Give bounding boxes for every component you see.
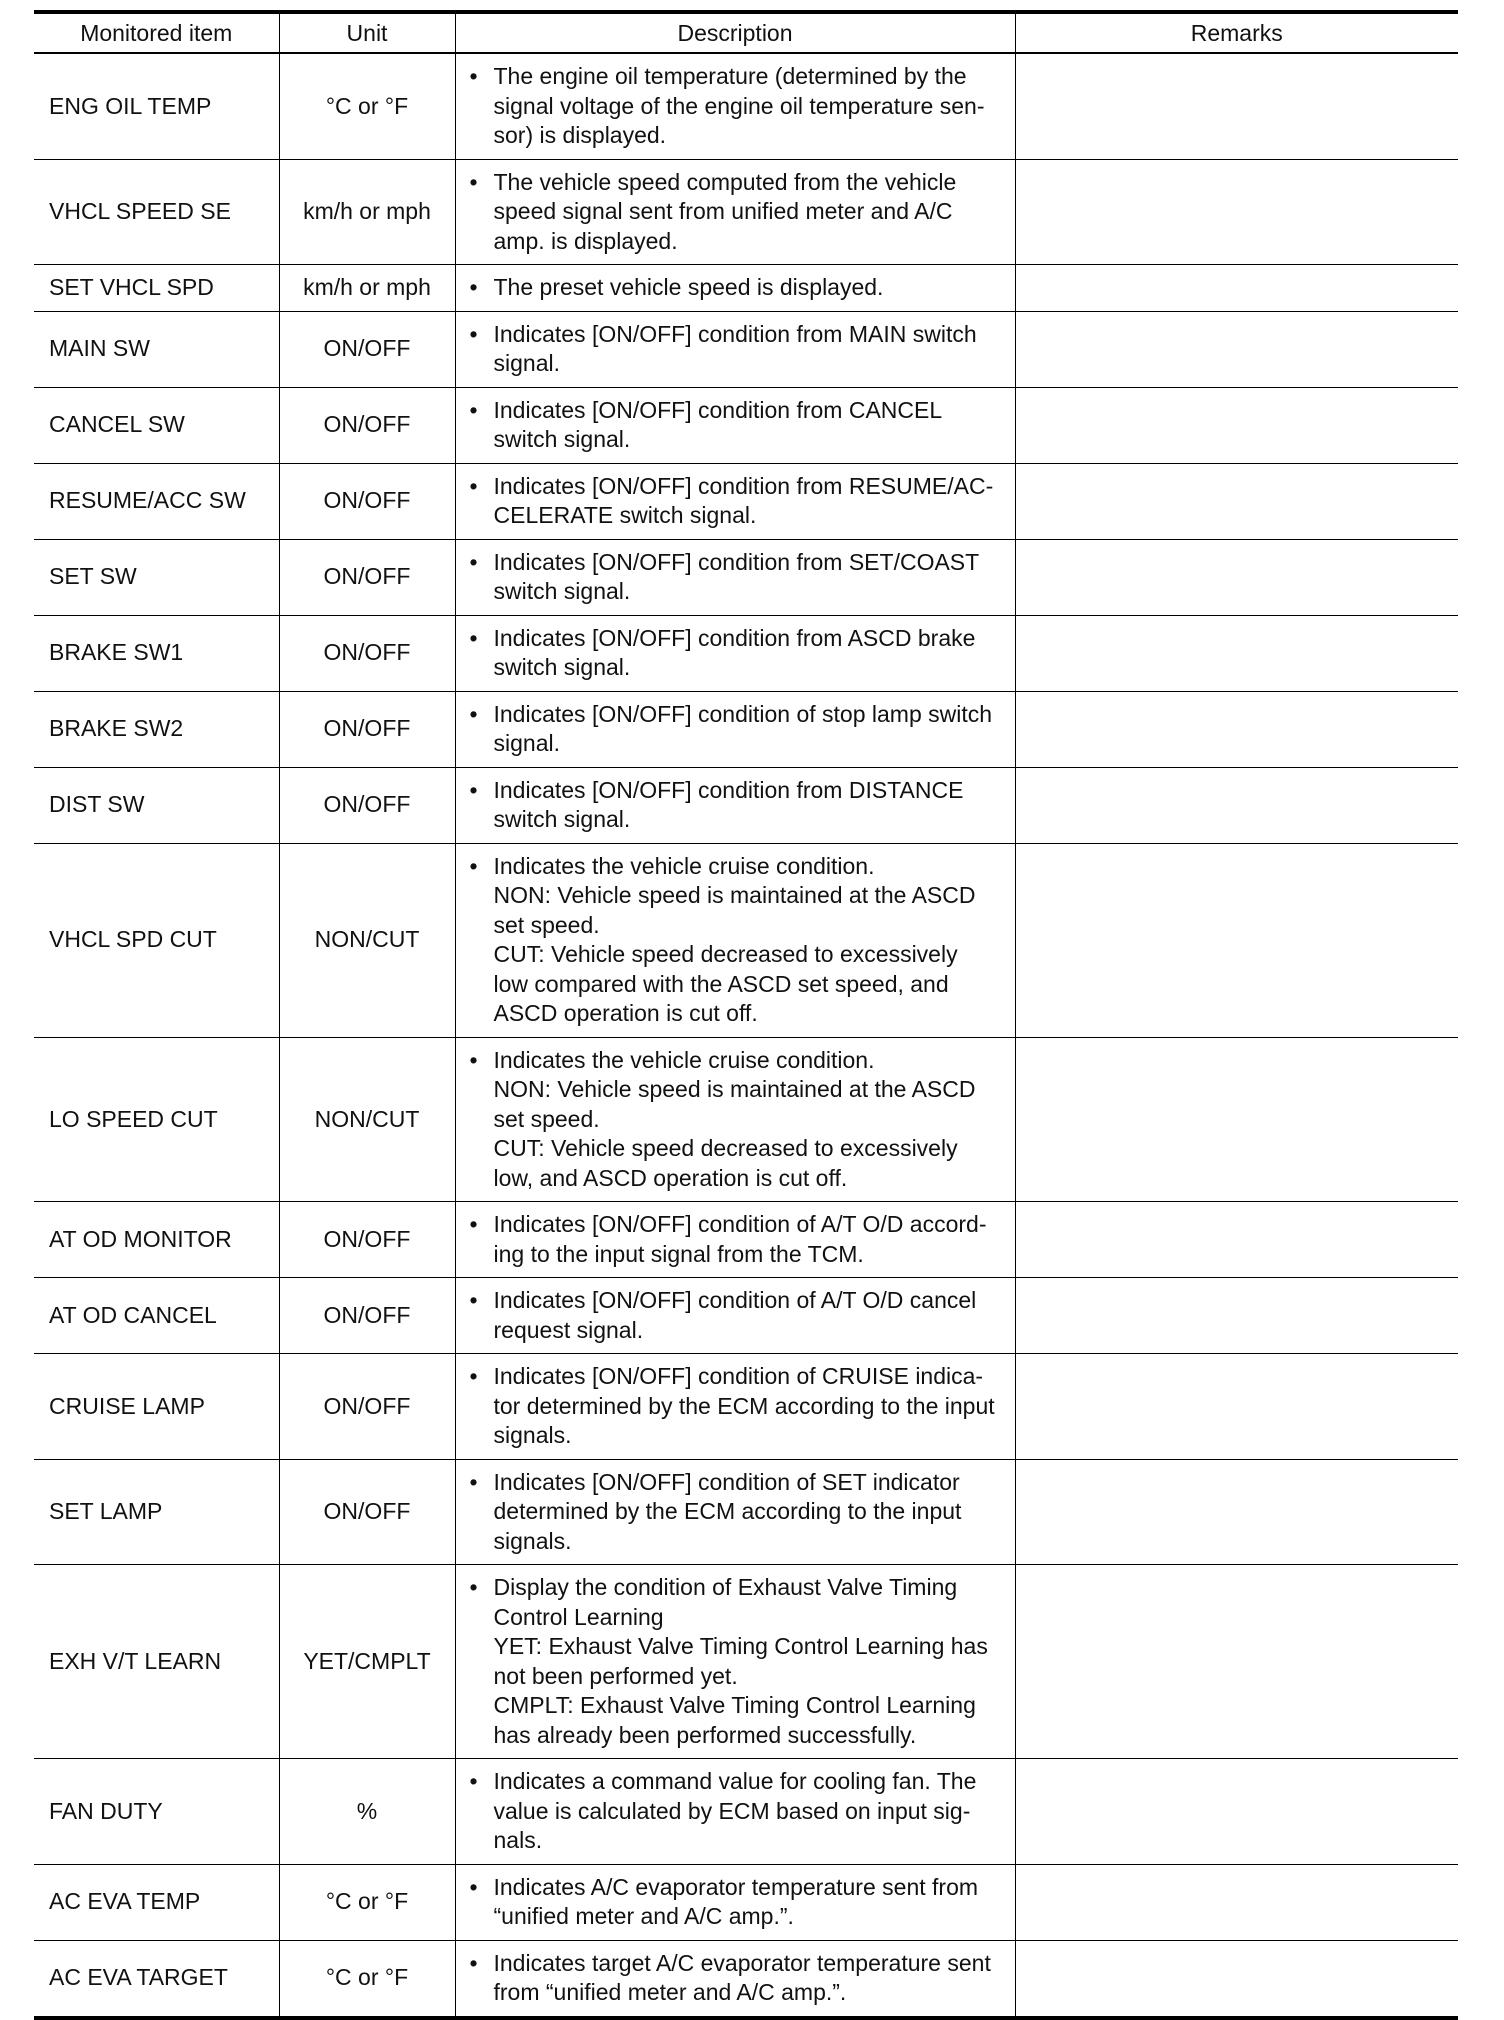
table-row [34,53,1458,159]
description-text [494,548,1005,607]
table-row [34,615,1458,691]
description-text [494,1949,1005,2008]
description-line: sor) is displayed. [493,122,667,148]
table-row [34,1278,1458,1354]
monitored-item-cell: VHCL SPD CUT [34,843,279,1037]
description-text [494,624,1005,683]
description-cell [455,1565,1015,1759]
table-header-row [34,12,1458,53]
description-bullet [470,1362,1005,1451]
unit-cell: km/h or mph [279,265,455,312]
unit-cell: ON/OFF [279,1459,455,1565]
bullet-icon: • [469,168,478,195]
description-text [494,396,1005,455]
description-line: switch signal. [493,578,631,604]
description-cell [455,1278,1015,1354]
description-text [494,1573,1005,1750]
bullet-icon: • [469,852,478,879]
monitor-table-container [34,10,1458,2020]
description-cell [455,463,1015,539]
remarks-cell [1015,539,1458,615]
description-cell [455,767,1015,843]
description-line: Display the condition of Exhaust Valve Timing [493,1574,958,1600]
table-row [34,691,1458,767]
description-cell [455,691,1015,767]
description-text [494,1046,1005,1194]
description-line: switch signal. [493,806,631,832]
bullet-icon: • [469,320,478,347]
description-text [494,776,1005,835]
description-cell [455,1354,1015,1460]
table-row [34,1940,1458,2018]
remarks-cell [1015,843,1458,1037]
description-line: CELERATE switch signal. [493,502,757,528]
description-text [494,1468,1005,1557]
table-row [34,463,1458,539]
remarks-cell [1015,1037,1458,1202]
monitored-item-cell: BRAKE SW1 [34,615,279,691]
description-cell [455,159,1015,265]
header-description: Description [455,12,1015,53]
description-cell [455,1459,1015,1565]
description-text [494,1286,1005,1345]
description-line: YET: Exhaust Valve Timing Control Learning has [493,1633,988,1659]
bullet-icon: • [469,1468,478,1495]
description-cell [455,615,1015,691]
description-bullet [470,1949,1005,2008]
description-cell [455,843,1015,1037]
table-row [34,311,1458,387]
bullet-icon: • [469,1949,478,1976]
monitor-item-table [34,10,1458,2020]
description-line: signals. [493,1422,572,1448]
description-line: request signal. [493,1316,644,1343]
description-bullet [470,624,1005,683]
description-line: Indicates [ON/OFF] condition of CRUISE indica- [493,1363,984,1389]
description-cell [455,539,1015,615]
description-line: Indicates [ON/OFF] condition from MAIN switch [493,320,977,347]
remarks-cell [1015,463,1458,539]
description-bullet [470,1573,1005,1750]
description-line: from “unified meter and A/C amp.”. [493,1979,847,2005]
unit-cell: ON/OFF [279,767,455,843]
description-line: tor determined by the ECM according to the input [493,1392,995,1419]
remarks-cell [1015,1565,1458,1759]
remarks-cell [1015,265,1458,312]
table-row [34,1037,1458,1202]
description-line: low compared with the ASCD set speed, and [493,970,949,997]
description-line: Indicates [ON/OFF] condition of A/T O/D cancel [493,1287,977,1313]
unit-cell: NON/CUT [279,843,455,1037]
description-cell [455,1037,1015,1202]
bullet-icon: • [469,1768,478,1794]
description-line: nals. [493,1827,543,1853]
monitored-item-cell: SET SW [34,539,279,615]
description-line: ing to the input signal from the TCM. [493,1240,864,1267]
description-line: has already been performed successfully. [493,1721,917,1748]
bullet-icon: • [469,1287,478,1313]
description-line: NON: Vehicle speed is maintained at the ASCD [493,1076,976,1102]
unit-cell: ON/OFF [279,1202,455,1278]
remarks-cell [1015,1759,1458,1865]
monitored-item-cell: EXH V/T LEARN [34,1565,279,1759]
description-text [494,1362,1005,1451]
table-row [34,387,1458,463]
table-row [34,1354,1458,1460]
description-cell [455,1759,1015,1865]
table-row [34,1459,1458,1565]
unit-cell: km/h or mph [279,159,455,265]
unit-cell: ON/OFF [279,463,455,539]
description-text [494,62,1005,151]
description-bullet [470,1286,1005,1345]
unit-cell: °C or °F [279,1864,455,1940]
description-line: signal voltage of the engine oil temperature sen- [493,92,985,119]
table-row [34,1202,1458,1278]
description-cell [455,1940,1015,2018]
table-row [34,1864,1458,1940]
unit-cell: ON/OFF [279,387,455,463]
description-bullet [470,62,1005,151]
monitored-item-cell: AC EVA TARGET [34,1940,279,2018]
monitored-item-cell: CANCEL SW [34,387,279,463]
remarks-cell [1015,1278,1458,1354]
table-row [34,1565,1458,1759]
description-text [494,1767,1005,1856]
remarks-cell [1015,1354,1458,1460]
description-line: signal. [493,350,560,376]
description-text [494,273,1005,303]
description-line: The engine oil temperature (determined by the [493,63,967,89]
description-line: switch signal. [493,654,631,680]
unit-cell: ON/OFF [279,1354,455,1460]
description-bullet [470,1468,1005,1557]
unit-cell: ON/OFF [279,539,455,615]
monitored-item-cell: MAIN SW [34,311,279,387]
monitored-item-cell: AT OD MONITOR [34,1202,279,1278]
description-line: amp. is displayed. [493,227,678,254]
description-line: switch signal. [493,426,631,452]
description-line: set speed. [493,1105,600,1132]
monitored-item-cell: SET VHCL SPD [34,265,279,312]
bullet-icon: • [469,1211,478,1237]
description-bullet [470,1046,1005,1194]
description-cell [455,311,1015,387]
bullet-icon: • [469,1873,478,1900]
unit-cell: NON/CUT [279,1037,455,1202]
monitored-item-cell: AC EVA TEMP [34,1864,279,1940]
remarks-cell [1015,159,1458,265]
description-bullet [470,1873,1005,1932]
bullet-icon: • [469,700,478,727]
description-line: CUT: Vehicle speed decreased to excessively [493,1135,958,1161]
description-line: “unified meter and A/C amp.”. [493,1903,794,1929]
table-row [34,843,1458,1037]
description-line: Indicates a command value for cooling fan. The [493,1768,977,1794]
description-text [494,168,1005,257]
bullet-icon: • [469,472,478,499]
header-remarks: Remarks [1015,12,1458,53]
description-bullet [470,320,1005,379]
remarks-cell [1015,691,1458,767]
description-bullet [470,776,1005,835]
description-line: Indicates [ON/OFF] condition from CANCEL [493,396,943,423]
header-monitored-item: Monitored item [34,12,279,53]
description-line: Indicates the vehicle cruise condition. [493,852,875,879]
unit-cell: % [279,1759,455,1865]
description-text [494,1873,1005,1932]
description-line: Control Learning [493,1603,664,1630]
description-line: CUT: Vehicle speed decreased to excessively [493,941,958,967]
description-line: not been performed yet. [493,1662,738,1689]
monitored-item-cell: SET LAMP [34,1459,279,1565]
description-line: NON: Vehicle speed is maintained at the ASCD [493,882,976,908]
description-cell [455,1202,1015,1278]
description-cell [455,265,1015,312]
table-row [34,767,1458,843]
table-row [34,265,1458,312]
monitored-item-cell: RESUME/ACC SW [34,463,279,539]
description-line: Indicates [ON/OFF] condition from RESUME/AC- [493,472,994,499]
description-line: determined by the ECM according to the input [493,1498,962,1524]
bullet-icon: • [469,63,478,89]
header-unit: Unit [279,12,455,53]
description-bullet [470,1210,1005,1269]
unit-cell: ON/OFF [279,1278,455,1354]
table-row [34,159,1458,265]
description-text [494,472,1005,531]
description-text [494,320,1005,379]
remarks-cell [1015,1940,1458,2018]
unit-cell: °C or °F [279,53,455,159]
description-text [494,700,1005,759]
unit-cell: °C or °F [279,1940,455,2018]
description-bullet [470,548,1005,607]
monitored-item-cell: VHCL SPEED SE [34,159,279,265]
description-line: Indicates [ON/OFF] condition from DISTANCE [493,776,964,803]
description-bullet [470,700,1005,759]
description-bullet [470,168,1005,257]
table-row [34,1759,1458,1865]
bullet-icon: • [469,548,478,575]
bullet-icon: • [469,396,478,423]
unit-cell: ON/OFF [279,691,455,767]
table-body [34,53,1458,2018]
unit-cell: ON/OFF [279,311,455,387]
remarks-cell [1015,767,1458,843]
bullet-icon: • [469,776,478,803]
remarks-cell [1015,615,1458,691]
monitored-item-cell: FAN DUTY [34,1759,279,1865]
monitored-item-cell: ENG OIL TEMP [49,92,212,119]
monitored-item-cell: DIST SW [34,767,279,843]
description-bullet [470,852,1005,1029]
description-text [494,1210,1005,1269]
description-line: Indicates [ON/OFF] condition from ASCD brake [493,624,976,651]
description-line: The vehicle speed computed from the vehicle [493,168,957,195]
monitored-item-cell: CRUISE LAMP [34,1354,279,1460]
bullet-icon: • [469,624,478,651]
bullet-icon: • [469,274,478,300]
unit-cell: YET/CMPLT [279,1565,455,1759]
remarks-cell [1015,1459,1458,1565]
monitored-item-cell: LO SPEED CUT [34,1037,279,1202]
description-line: The preset vehicle speed is displayed. [493,274,884,300]
description-line: Indicates [ON/OFF] condition of stop lamp switch [493,700,993,727]
remarks-cell [1015,387,1458,463]
description-line: Indicates [ON/OFF] condition of A/T O/D accord- [493,1211,987,1237]
description-bullet [470,472,1005,531]
description-text [494,852,1005,1029]
description-line: speed signal sent from unified meter and A/C [493,198,953,224]
bullet-icon: • [469,1046,478,1073]
description-line: Indicates A/C evaporator temperature sent from [493,1873,979,1900]
description-line: set speed. [493,911,600,938]
remarks-cell [1015,311,1458,387]
table-row [34,539,1458,615]
bullet-icon: • [469,1363,478,1389]
unit-cell: ON/OFF [279,615,455,691]
remarks-cell [1015,1864,1458,1940]
description-line: Indicates [ON/OFF] condition of SET indicator [493,1468,960,1495]
description-line: signal. [493,730,560,756]
description-line: value is calculated by ECM based on input sig- [493,1797,971,1824]
description-bullet [470,396,1005,455]
bullet-icon: • [469,1574,478,1600]
description-cell [455,53,1015,159]
description-line: Indicates target A/C evaporator temperature sent [493,1949,991,1976]
monitored-item-cell: BRAKE SW2 [34,691,279,767]
description-line: Indicates the vehicle cruise condition. [493,1046,875,1073]
description-line: CMPLT: Exhaust Valve Timing Control Learning [493,1692,976,1718]
description-bullet [470,1767,1005,1856]
description-line: signals. [493,1527,572,1554]
description-cell [455,387,1015,463]
description-bullet [470,273,1005,303]
description-line: ASCD operation is cut off. [493,1000,758,1026]
description-cell [455,1864,1015,1940]
remarks-cell [1015,1202,1458,1278]
description-line: Indicates [ON/OFF] condition from SET/COAST [493,548,980,575]
monitored-item-cell: AT OD CANCEL [34,1278,279,1354]
remarks-cell [1015,53,1458,159]
description-line: low, and ASCD operation is cut off. [493,1164,848,1191]
